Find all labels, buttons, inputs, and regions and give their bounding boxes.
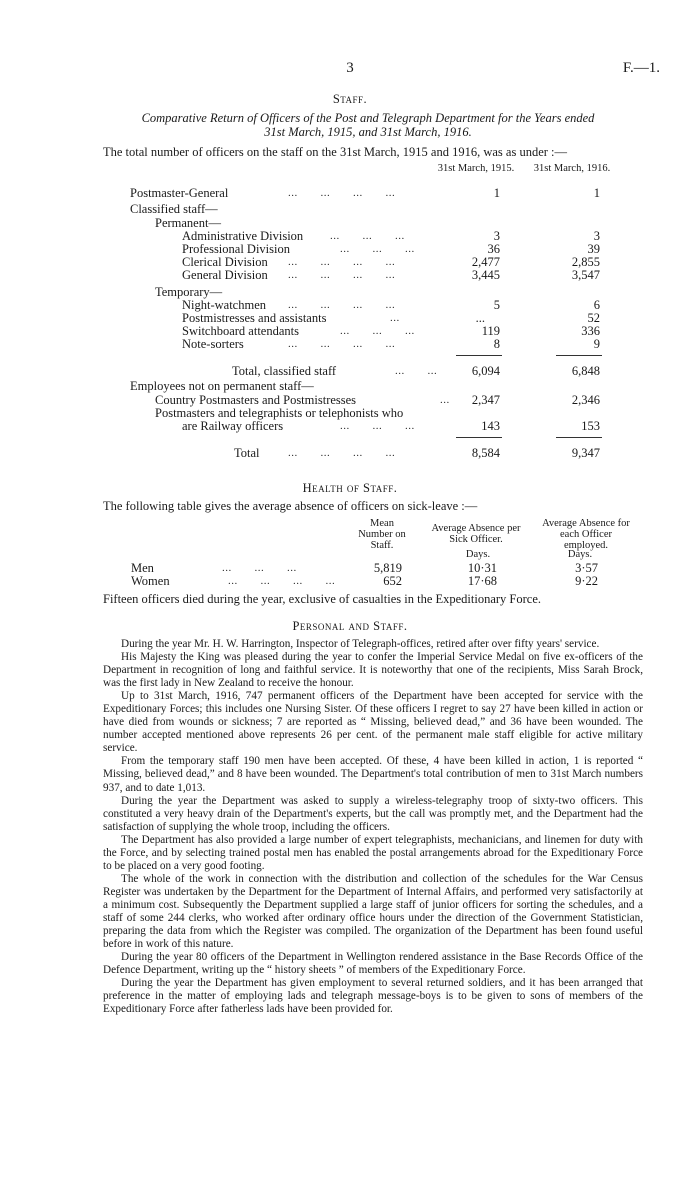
paragraph: During the year the Department has given employment to several returned soldiers, and it has been arranged that preference in the matter of employing lads and telegraph message-boys is to be given to sons of members of the Expeditionary Force after fatherless lads have been provided for.: [103, 977, 643, 1016]
row-label-railway-line1: Postmasters and telegraphists or telephonists who: [155, 406, 404, 420]
value-1916: 153: [581, 419, 600, 433]
value-1915: 1: [493, 186, 500, 200]
paragraph: During the year Mr. H. W. Harrington, Inspector of Telegraph-offices, retired after over fifty years' service.: [121, 638, 600, 650]
unit-days: Days.: [567, 549, 593, 560]
value-1916: 39: [587, 242, 600, 256]
row-label-not-permanent: Employees not on permanent staff—: [130, 379, 314, 393]
leader-dots: ...: [440, 394, 450, 406]
value-1915: 8,584: [471, 446, 500, 460]
total-rule: [556, 437, 602, 438]
value-1915: 3,445: [471, 268, 500, 282]
row-label-professional: Professional Division: [182, 242, 290, 256]
leader-dots: ... ... ... ...: [288, 338, 396, 350]
paragraph: The Department has also provided a large number of expert telegraphists, mechanicians, and linemen for duty with the Force, and by selecting trained postal men has enabled the postal arrangements abroad for the Expeditionary Force to be placed on a very good footing.: [103, 833, 643, 872]
value-1915: 3: [493, 229, 500, 243]
leader-dots: ... ... ... ...: [288, 447, 396, 459]
page-number: 3: [346, 60, 354, 76]
row-label-general: General Division: [182, 268, 268, 282]
leader-dots: ... ... ...: [340, 243, 415, 255]
leader-dots: ... ... ... ...: [288, 256, 396, 268]
row-label-switchboard: Switchboard attendants: [182, 324, 299, 338]
deaths-note: Fifteen officers died during the year, exclusive of casualties in the Expeditionary Force.: [103, 592, 542, 606]
staff-heading: Staff.: [332, 92, 368, 106]
personal-heading: Personal and Staff.: [292, 619, 408, 633]
value-1915: 36: [487, 242, 500, 256]
value-avg-each: 3·57: [575, 561, 598, 575]
value-1915: 5: [493, 298, 500, 312]
personal-body: [103, 638, 643, 1016]
staff-intro: The total number of officers on the staff on the 31st March, 1915 and 1916, was as under :—: [103, 145, 568, 159]
leader-dots: ... ... ... ...: [288, 269, 396, 281]
row-label-permanent: Permanent—: [155, 216, 221, 230]
value-1915: 143: [481, 419, 500, 433]
subtotal-rule: [556, 355, 602, 356]
row-label-administrative: Administrative Division: [182, 229, 304, 243]
value-avg-sick: 17·68: [467, 574, 497, 588]
unit-days: Days.: [465, 549, 491, 560]
leader-dots: ... ... ...: [340, 420, 415, 432]
row-label-postmaster-general: Postmaster-General: [130, 186, 229, 200]
subtotal-rule: [456, 355, 502, 356]
paragraph: The whole of the work in connection with the distribution and collection of the schedules for the War Census Register was undertaken by the Department for the Department of Internal Affairs, and performed very satisfactorily at a minimum cost. Subsequently the Department supplied a large staff of junior officers for sorting the schedules, and a staff of some 244 clerks, who worked after ordinary office hours under the direction of the Government Statistician, preparing the data from which the Register was compiled. The organization of the Department has been found useful before in work of this nature.: [103, 872, 643, 951]
leader-dots: ...: [390, 312, 400, 324]
leader-dots: ... ... ... ...: [228, 575, 336, 587]
row-label-railway: are Railway officers: [182, 419, 284, 433]
health-heading: Health of Staff.: [302, 481, 398, 495]
value-1916: 52: [587, 311, 600, 325]
paragraph: From the temporary staff 190 men have been accepted. Of these, 4 have been killed in action, 1 is reported “ Missing, believed dead,” and 8 have been wounded. The Department's total contribution of men to 31st March numbers 937, and to date 1,013.: [103, 755, 643, 794]
value-1916: 2,346: [571, 393, 600, 407]
row-label-women: Women: [131, 574, 170, 588]
document-reference: F.—1.: [622, 60, 660, 76]
row-label-note-sorters: Note-sorters: [182, 337, 244, 351]
leader-dots: ... ... ... ...: [288, 299, 396, 311]
paragraph: During the year 80 officers of the Department in Wellington rendered assistance in the Base Records Office of the Defence Department, writing up the “ history sheets ” of members of the Expeditionary Force.: [103, 951, 643, 977]
column-header-mean: Mean Number on Staff.: [358, 518, 406, 551]
column-header-avg-sick: Average Absence per Sick Officer.: [431, 523, 521, 545]
column-header-1915: 31st March, 1915.: [437, 163, 515, 174]
value-1915: 2,477: [471, 255, 500, 269]
value-1915: 8: [493, 337, 500, 351]
column-header-avg-each: Average Absence for each Officer employed.: [542, 518, 630, 551]
row-label-total: Total: [234, 446, 260, 460]
value-1916: 6,848: [571, 364, 600, 378]
leader-dots: ... ...: [395, 365, 438, 377]
paragraph: His Majesty the King was pleased during the year to confer the Imperial Service Medal on five ex-officers of the Department in recognition of long and faithful service. It is noteworthy that one of the recipients, Miss Sarah Brock, was the first lady in New Zealand to receive the honour.: [103, 651, 643, 690]
paragraph: Up to 31st March, 1916, 747 permanent officers of the Department have been accepted for service with the Expeditionary Forces; this includes one Nursing Sister. Of these officers I regret to say 27 have been killed in action or have died from wounds or sickness; 7 are reported as “ Missing, believed dead,” and 36 have been wounded. The number accepted mentioned above represents 26 per cent. of the permanent male staff eligible for active military service.: [103, 690, 643, 755]
row-label-temporary: Temporary—: [155, 285, 223, 299]
row-label-men: Men: [131, 561, 154, 575]
total-rule: [456, 437, 502, 438]
row-label-total-classified: Total, classified staff: [232, 364, 337, 378]
value-mean: 5,819: [373, 561, 402, 575]
value-avg-each: 9·22: [575, 574, 598, 588]
value-1916: 9: [593, 337, 600, 351]
row-label-country-postmasters: Country Postmasters and Postmistresses: [155, 393, 357, 407]
value-1915: 119: [481, 324, 500, 338]
staff-table-caption-line1: Comparative Return of Officers of the Post and Telegraph Department for the Years ended: [141, 111, 595, 125]
value-avg-sick: 10·31: [467, 561, 497, 575]
row-label-classified-staff: Classified staff—: [130, 202, 218, 216]
leader-dots: ... ... ... ...: [288, 187, 396, 199]
value-1915: 6,094: [471, 364, 500, 378]
paragraph: During the year the Department was asked to supply a wireless-telegraphy troop of sixty-two officers. This constituted a very heavy drain of the Department's experts, but the call was promptly met, and the Department had the satisfaction of supplying the whole troop, including the officers.: [103, 794, 643, 833]
row-label-clerical: Clerical Division: [182, 255, 268, 269]
value-1915: 2,347: [471, 393, 500, 407]
row-label-postmistresses: Postmistresses and assistants: [182, 311, 327, 325]
value-1915: ...: [475, 311, 485, 325]
leader-dots: ... ... ...: [222, 562, 297, 574]
value-1916: 3: [593, 229, 600, 243]
leader-dots: ... ... ...: [330, 230, 405, 242]
value-1916: 3,547: [571, 268, 600, 282]
value-mean: 652: [383, 574, 402, 588]
value-1916: 336: [581, 324, 600, 338]
health-intro: The following table gives the average absence of officers on sick-leave :—: [103, 499, 478, 513]
column-header-1916: 31st March, 1916.: [533, 163, 611, 174]
value-1916: 1: [593, 186, 600, 200]
staff-table-caption-line2: 31st March, 1915, and 31st March, 1916.: [264, 125, 472, 139]
leader-dots: ... ... ...: [340, 325, 415, 337]
value-1916: 2,855: [571, 255, 600, 269]
value-1916: 6: [593, 298, 600, 312]
row-label-night-watchmen: Night-watchmen: [182, 298, 267, 312]
value-1916: 9,347: [571, 446, 600, 460]
